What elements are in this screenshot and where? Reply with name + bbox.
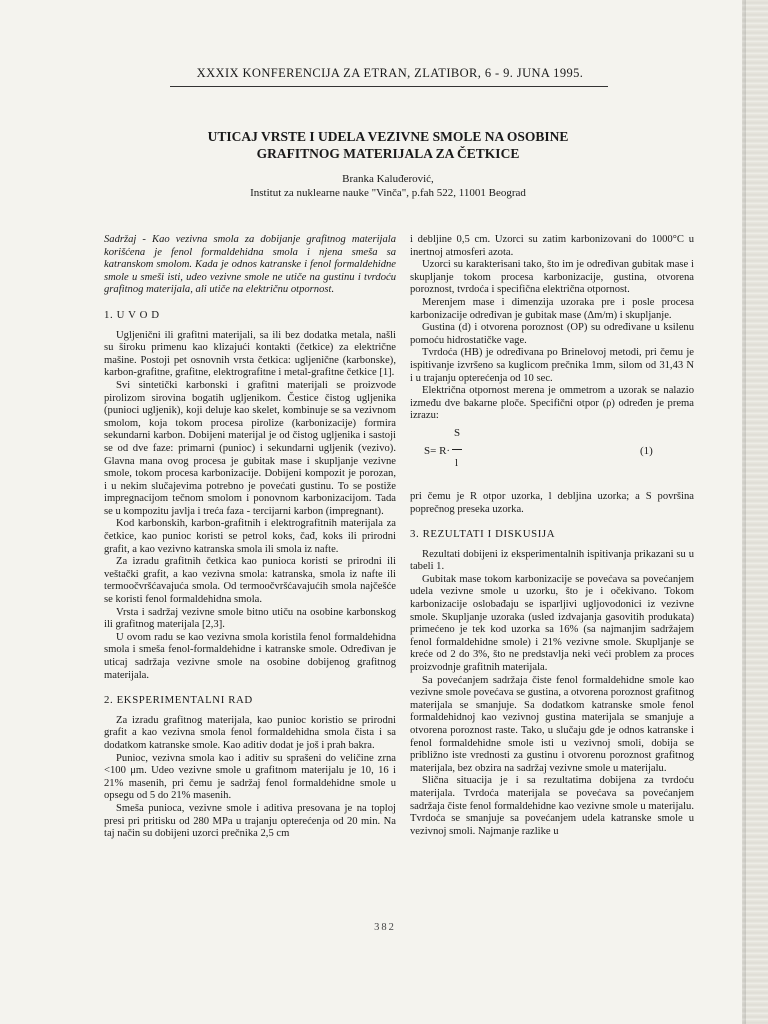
author-block	[160, 172, 616, 200]
author-name: Branka Kaluđerović,	[342, 173, 434, 185]
header-rule	[170, 86, 608, 87]
conference-header: XXXIX KONFERENCIJA ZA ETRAN, ZLATIBOR, 6 - 9. JUNA 1995.	[196, 66, 584, 80]
author-affiliation: Institut za nuklearne nauke "Vinča", p.fah 522, 11001 Beograd	[250, 187, 526, 199]
equation-lhs: S= R·	[424, 444, 451, 457]
abstract-text: Kao vezivna smola za dobijanje grafitnog materijala korišćena je fenol formaldehidna smola i njena smeša sa katranskom smolom. Kada je odnos katranske i fenol formaldehidne smole u smeši isti, udeo vezivne smole ne utiče na gustinu i tvrdoću grafitnog materijala, ali utiče na električnu otpornost.	[104, 234, 396, 296]
paper-title	[160, 128, 616, 162]
paragraph: Za izradu grafitnog materijala, kao punioc koristio se prirodni grafit a kao vezivna smola fenol formaldehidna smola čista i sa dodatkom katranske smole. Kao aditiv dodat je još i prah bakra.	[104, 714, 396, 751]
paragraph: U ovom radu se kao vezivna smola koristila fenol formaldehidna smola i smeša fenol-formaldehidne i katranske smole. Određivan je uticaj sadržaja vezivne smole na osobine dobijenog grafitnog materijala.	[104, 631, 396, 681]
title-line-1: UTICAJ VRSTE I UDELA VEZIVNE SMOLE NA OSOBINE	[207, 129, 569, 144]
paragraph: Električna otpornost merena je ommetrom a uzorak se nalazio između dve bakarne ploče. Specifični otpor (ρ) određen je prema izrazu:	[410, 385, 694, 422]
page-number: 382	[374, 922, 396, 933]
right-column	[410, 234, 694, 838]
paragraph: Kod karbonskih, karbon-grafitnih i elektrografitnih materijala za četkice, kao punioc koristi se petrol koks, čađ, koks ili prirodni grafit, a kao vezivno katranska smola ili smola iz nafte.	[104, 518, 396, 555]
paragraph: Tvrdoća (HB) je određivana po Brinelovoj metodi, pri čemu je ispitivanje izvršeno sa kuglicom prečnika 1mm, silom od 31,43 N i u trajanju opterećenja od 10 sec.	[410, 347, 694, 384]
equation-numerator: S	[454, 426, 461, 439]
paragraph: Svi sintetički karbonski i grafitni materijali se proizvode pirolizom sirovina bogatih ugljenikom. Čestice čistog ugljenika (punioci ugljenik), koji deluje kao skelet, kombinuje se sa vezivnom smolom, koja tokom procesa pirolize (karbonizacije) formira sekundarni karbon. Dobijeni materijal je od čistog ugljenika i sastoji se od dve faze: primarni (punioc) i sekundarni ugljenik (vezivo). Glavna mana ovog procesa je gubitak mase i skupljanje vezivne smole, tokom procesa karbonizacije. Dobijeni kompozit je porozan, i u nekim slučajevima potrebno je povećati gustinu. To se postiže impregnacijom tečnom smolom i ponovnom karbonizacijom. Tada se u kompozitu javlja i treća faza - tercijarni karbon (impregnant).	[104, 379, 396, 517]
equation-denominator: l	[455, 456, 459, 469]
section-heading-uvod: 1. U V O D	[104, 308, 160, 321]
paragraph: Slična situacija je i sa rezultatima dobijena za tvrdoću materijala. Tvrdoća materijala se povećava sa povećanjem sadržaja čiste fenol formaldehidne kao vezivne smole u materijalu. Tvrdoća se smanjuje sa povećanjem udela katranske smole u vezivnoj smoli. Najmanje razlike u	[410, 775, 694, 837]
paragraph: Ugljenični ili grafitni materijali, sa ili bez dodatka metala, našli su široku primenu kao klizajući kontakti (četkice) za električne mašine. Postoji pet osnovnih vrsta četkica: ugljenične (karbonske), karbon-grafitne, grafitne, elektrografitne i metal-grafitne četkice [1].	[104, 329, 396, 379]
paragraph: Za izradu grafitnih četkica kao punioca koristi se prirodni ili veštački grafit, a kao vezivna smola: katranska, smola iz nafte ili termoočvršćavajuća smola. Od termoočvršćavajućih smola najčešće se koristi fenol formaldehidna smola.	[104, 556, 396, 606]
paragraph: Gubitak mase tokom karbonizacije se povećava sa povećanjem udela vezivne smole u uzorku, što je i očekivano. Tokom karbonizacije oslobađaju se isparljivi ugljovodonici iz vezivne smole. Skupljanje uzoraka (usled izdvajanja gasovitih produkata) primećeno je tek kod uzorka sa 16% (sa najmanjim sadržajem fenol formaldehidne smole) i 21% vezivne smole. Skupljanje se kreće od 2 do 3%, što ne predstavlja neki veći problem za proces proizvodnje grafitnih materijala.	[410, 573, 694, 674]
fraction-bar	[452, 449, 462, 450]
paragraph: Uzorci su karakterisani tako, što im je određivan gubitak mase i skupljanje tokom procesa karbonizacije, gustina, otvorena poroznost, tvrdoća i specifična električna otpornost.	[410, 259, 694, 296]
section-heading-eksperimentalni: 2. EKSPERIMENTALNI RAD	[104, 694, 253, 707]
paragraph: pri čemu je R otpor uzorka, l debljina uzorka; a S površina poprečnog preseka uzorka.	[410, 490, 694, 515]
paragraph: i debljine 0,5 cm. Uzorci su zatim karbonizovani do 1000°C u inertnoj atmosferi azota.	[410, 234, 694, 258]
paragraph: Merenjem mase i dimenzija uzoraka pre i posle procesa karbonizacije određivan je gubitak mase (Δm/m) i skupljanje.	[410, 296, 694, 321]
title-line-2: GRAFITNOG MATERIJALA ZA ČETKICE	[256, 146, 520, 161]
abstract-label: Sadržaj -	[104, 234, 146, 245]
page-edge-shadow	[742, 0, 746, 1024]
equation-1	[410, 427, 694, 483]
left-column	[104, 234, 396, 841]
paragraph: Punioc, vezivna smola kao i aditiv su sprašeni do veličine zrna <100 μm. Udeo vezivne smole u grafitnom materijalu je 10, 16 i 21% masenih, pri čemu je sadržaj fenol formaldehidne smole u opsegu od 5 do 21% masenih.	[104, 752, 396, 802]
section-heading-rezultati: 3. REZULTATI I DISKUSIJA	[410, 528, 556, 541]
paragraph: Sa povećanjem sadržaja čiste fenol formaldehidne smole kao vezivne smole povećava se gustina, a otvorena poroznost grafitnog materijala se smanjuje. Sa dodatkom katranske smole fenol formaldehidnoj kao vezivnoj gustina materijala se smanjuje a otvorena poroznost raste. Tako, u slučaju gde je odnos katranske i fenol formaldehidne smole isti u vezivnoj smoli, dobija se približno iste vrednosti za gustinu i otvorenu poroznost grafitnog materijala, bez obzira na sadržaj vezivne smole u materijalu.	[410, 674, 694, 774]
paragraph: Rezultati dobijeni iz eksperimentalnih ispitivanja prikazani su u tabeli 1.	[410, 548, 694, 573]
equation-number: (1)	[640, 444, 653, 457]
paragraph: Vrsta i sadržaj vezivne smole bitno utiču na osobine karbonskog ili grafitnog materijala [2,3].	[104, 606, 396, 631]
abstract	[104, 234, 396, 297]
paragraph: Gustina (d) i otvorena poroznost (OP) su određivane u ksilenu pomoću hidrostatičke vage.	[410, 322, 694, 346]
paragraph: Smeša punioca, vezivne smole i aditiva presovana je na toploj presi pri pritisku od 280 MPa u trajanju opterećenja od 20 min. Na taj način su dobijeni uzorci prečnika 2,5 cm	[104, 802, 396, 840]
